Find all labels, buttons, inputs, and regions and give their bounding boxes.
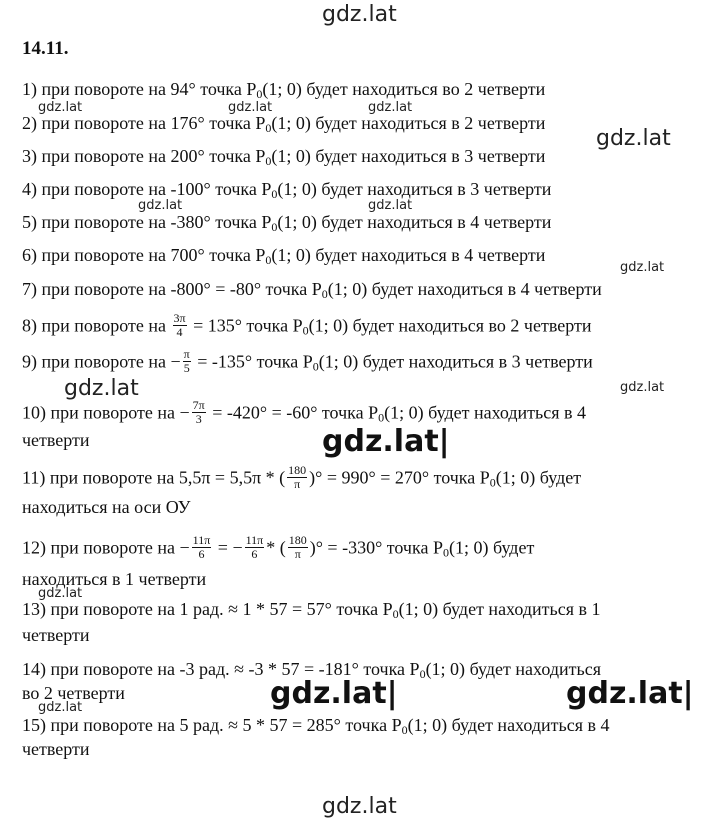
answer-line-4: 4) при повороте на -100° точка $P_0(1$; 0) будет находиться в 3 четверти [22,179,552,201]
watermark-top: gdz.lat [322,2,397,27]
watermark: gdz.lat [38,700,83,715]
watermark: gdz.lat [596,126,671,151]
watermark-large: gdz.lat| [566,676,694,711]
watermark: gdz.lat [38,100,83,115]
watermark: gdz.lat [228,100,273,115]
answer-line-10-cont: четверти [22,430,90,450]
watermark: gdz.lat [368,100,413,115]
watermark: gdz.lat [138,198,183,213]
watermark: gdz.lat [368,198,413,213]
fraction: $\frac{11\pi}{6}$ [192,533,211,561]
fraction: $\frac{11\pi}{6}$ [245,533,264,561]
answer-line-9: 9) при повороте на − $\frac{\pi}{5}$ = -135° точка $P_0(1$; 0) будет находиться в 3 четверти [22,347,593,375]
answer-line-15-cont: четверти [22,739,90,759]
answer-line-12: 12) при повороте на − $\frac{11\pi}{6}$ = − $\frac{11\pi}{6}$ * ( $\frac{180}{\pi}$ )° = -330° точка $P_0(1$; 0) будет [22,533,535,561]
watermark-large: gdz.lat| [322,424,450,459]
answer-line-11: 11) при повороте на 5,5π = 5,5π * ( $\frac{180}{\pi}$ )° = 990° = 270° точка $P_0(1$; 0) будет [22,463,582,491]
watermark: gdz.lat [64,376,139,401]
answer-line-10: 10) при повороте на − $\frac{7\pi}{3}$ = -420° = -60° точка $P_0(1$; 0) будет находиться в 4 [22,398,587,426]
answer-line-8: 8) при повороте на $\frac{3\pi}{4}$ = 135° точка $P_0(1$; 0) будет находиться во 2 четверти [22,311,592,339]
fraction: $\frac{\pi}{5}$ [183,347,190,375]
answer-line-5: 5) при повороте на -380° точка $P_0(1$; 0) будет находиться в 4 четверти [22,212,552,234]
answer-line-15: 15) при повороте на 5 рад. ≈ 5 * 57 = 285° точка $P_0(1$; 0) будет находиться в 4 [22,715,610,737]
answer-line-13: 13) при повороте на 1 рад. ≈ 1 * 57 = 57° точка $P_0(1$; 0) будет находиться в 1 [22,599,601,621]
watermark: gdz.lat [620,260,665,275]
watermark-bottom: gdz.lat [322,794,397,819]
answer-line-14: 14) при повороте на -3 рад. ≈ -3 * 57 = -181° точка $P_0(1$; 0) будет находиться [22,659,601,681]
fraction: $\frac{3\pi}{4}$ [173,311,186,339]
fraction: $\frac{180}{\pi}$ [288,463,307,491]
exercise-number: 14.11. [22,38,69,59]
answer-line-13-cont: четверти [22,625,90,645]
answer-line-7: 7) при повороте на -800° = -80° точка $P_0(1$; 0) будет находиться в 4 четверти [22,279,602,301]
answer-line-12-cont: находиться в 1 четверти [22,569,207,589]
answer-line-14-cont: во 2 четверти [22,683,125,703]
fraction: $\frac{7\pi}{3}$ [192,398,205,426]
watermark: gdz.lat [38,586,83,601]
fraction: $\frac{180}{\pi}$ [288,533,307,561]
answer-line-6: 6) при повороте на 700° точка $P_0(1$; 0) будет находиться в 4 четверти [22,245,546,267]
answer-line-11-cont: находиться на оси ОУ [22,497,191,517]
answer-line-3: 3) при повороте на 200° точка $P_0(1$; 0) будет находиться в 3 четверти [22,146,546,168]
watermark: gdz.lat [620,380,665,395]
watermark-large: gdz.lat| [270,676,398,711]
answer-line-2: 2) при повороте на 176° точка $P_0(1$; 0) будет находиться в 2 четверти [22,113,546,135]
answer-line-1: 1) при повороте на 94° точка $P_0(1$; 0) будет находиться во 2 четверти [22,79,546,101]
